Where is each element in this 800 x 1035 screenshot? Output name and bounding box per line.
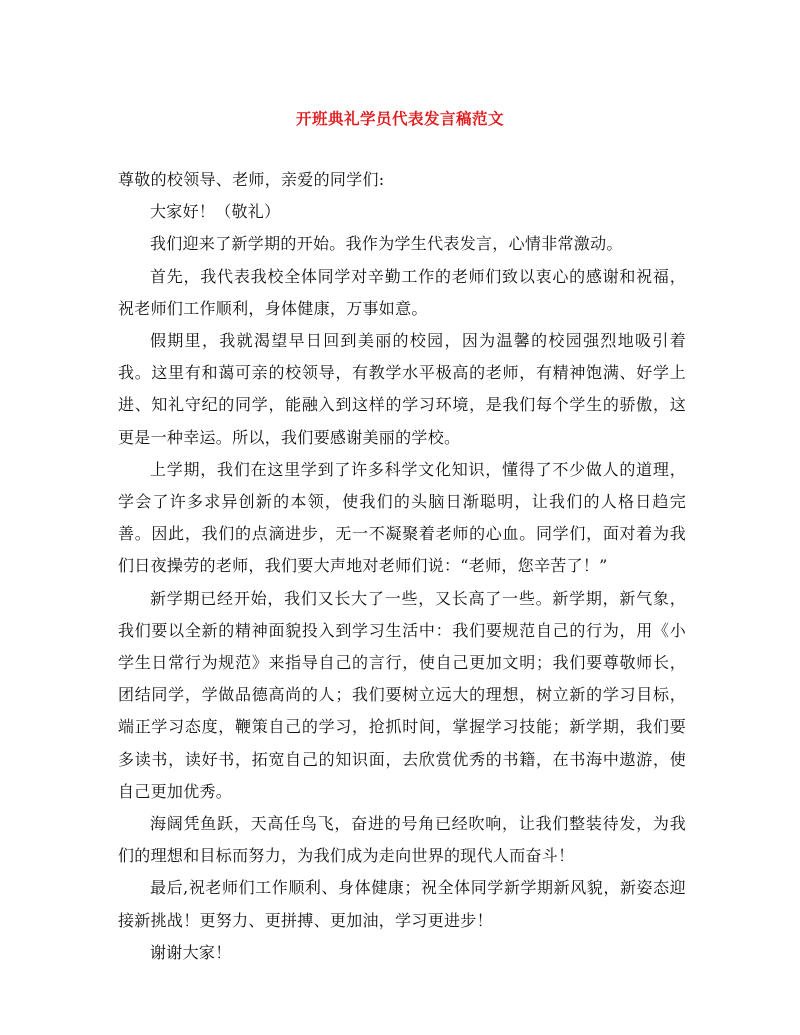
paragraph-holiday: 假期里，我就渴望早日回到美丽的校园，因为温馨的校园强烈地吸引着我。这里有和蔼可亲的校领导，有教学水平极高的老师，有精神饱满、好学上进、知礼守纪的同学，能融入到这样的学习环境，是我们每个学生的骄傲，这更是一种幸运。所以，我们要感谢美丽的学校。 [118, 331, 686, 447]
paragraph-motivation: 海阔凭鱼跃，天高任鸟飞，奋进的号角已经吹响，让我们整装待发，为我们的理想和目标而努力，为我们成为走向世界的现代人而奋斗！ [118, 814, 686, 866]
salutation: 尊敬的校领导、老师，亲爱的同学们: [118, 170, 385, 189]
paragraph-greeting: 大家好！（敬礼） [150, 202, 281, 222]
paragraph-new-term: 新学期已经开始，我们又长大了一些，又长高了一些。新学期，新气象，我们要以全新的精神面貌投入到学习生活中：我们要规范自己的行为，用《小学生日常行为规范》来指导自己的言行，使自己更加文明；我们要尊敬师长，团结同学，学做品德高尚的人；我们要树立远大的理想，树立新的学习目标，端正学习态度，鞭策自己的学习，抢抓时间，掌握学习技能；新学期，我们要多读书，读好书，拓宽自己的知识面，去欣赏优秀的书籍，在书海中遨游，使自己更加优秀。 [118, 588, 686, 801]
document-body [118, 164, 686, 969]
paragraph-last-term: 上学期，我们在这里学到了许多科学文化知识，懂得了不少做人的道理，学会了许多求异创新的本领，使我们的头脑日渐聪明，让我们的人格日趋完善。因此，我们的点滴进步，无一不凝聚着老师的心血。同学们，面对着为我们日夜操劳的老师，我们要大声地对老师们说：“老师，您辛苦了！” [118, 459, 686, 576]
paragraph-thanks: 首先，我代表我校全体同学对辛勤工作的老师们致以衷心的感谢和祝福，祝老师们工作顺利，身体健康，万事如意。 [118, 266, 686, 318]
paragraph-intro: 我们迎来了新学期的开始。我作为学生代表发言，心情非常激动。 [150, 234, 623, 254]
paragraph-closing-wishes: 最后,祝老师们工作顺利、身体健康；祝全体同学新学期新风貌，新姿态迎接新挑战！更努力、更拼搏、更加油，学习更进步！ [118, 878, 686, 930]
document-title: 开班典礼学员代表发言稿范文 [295, 109, 504, 128]
paragraph-thank-you: 谢谢大家！ [150, 942, 232, 962]
